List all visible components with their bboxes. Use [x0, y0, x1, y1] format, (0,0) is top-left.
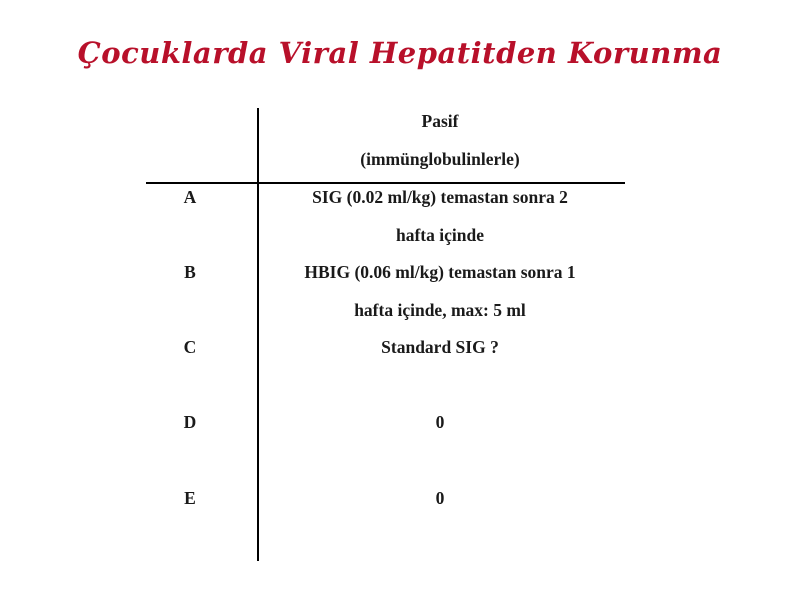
slide-title: Çocuklarda Viral Hepatitden Korunma — [77, 36, 723, 70]
row-key-e: E — [184, 488, 196, 508]
header-line-2: (immünglobulinlerle) — [360, 149, 520, 169]
row-key-a: A — [183, 187, 197, 207]
row-key-c: C — [183, 337, 197, 357]
row-e-value: 0 — [435, 488, 445, 508]
row-key-d: D — [183, 412, 197, 432]
row-b-line-2: hafta içinde, max: 5 ml — [354, 300, 526, 320]
row-a-line-2: hafta içinde — [396, 225, 484, 245]
row-b-line-1: HBIG (0.06 ml/kg) temastan sonra 1 — [304, 262, 576, 282]
row-c-value: Standard SIG ? — [381, 337, 499, 357]
table-header-rule — [146, 182, 625, 184]
header-line-1: Pasif — [421, 111, 459, 131]
row-a-line-1: SIG (0.02 ml/kg) temastan sonra 2 — [312, 187, 568, 207]
row-d-value: 0 — [435, 412, 445, 432]
row-key-b: B — [184, 262, 196, 282]
